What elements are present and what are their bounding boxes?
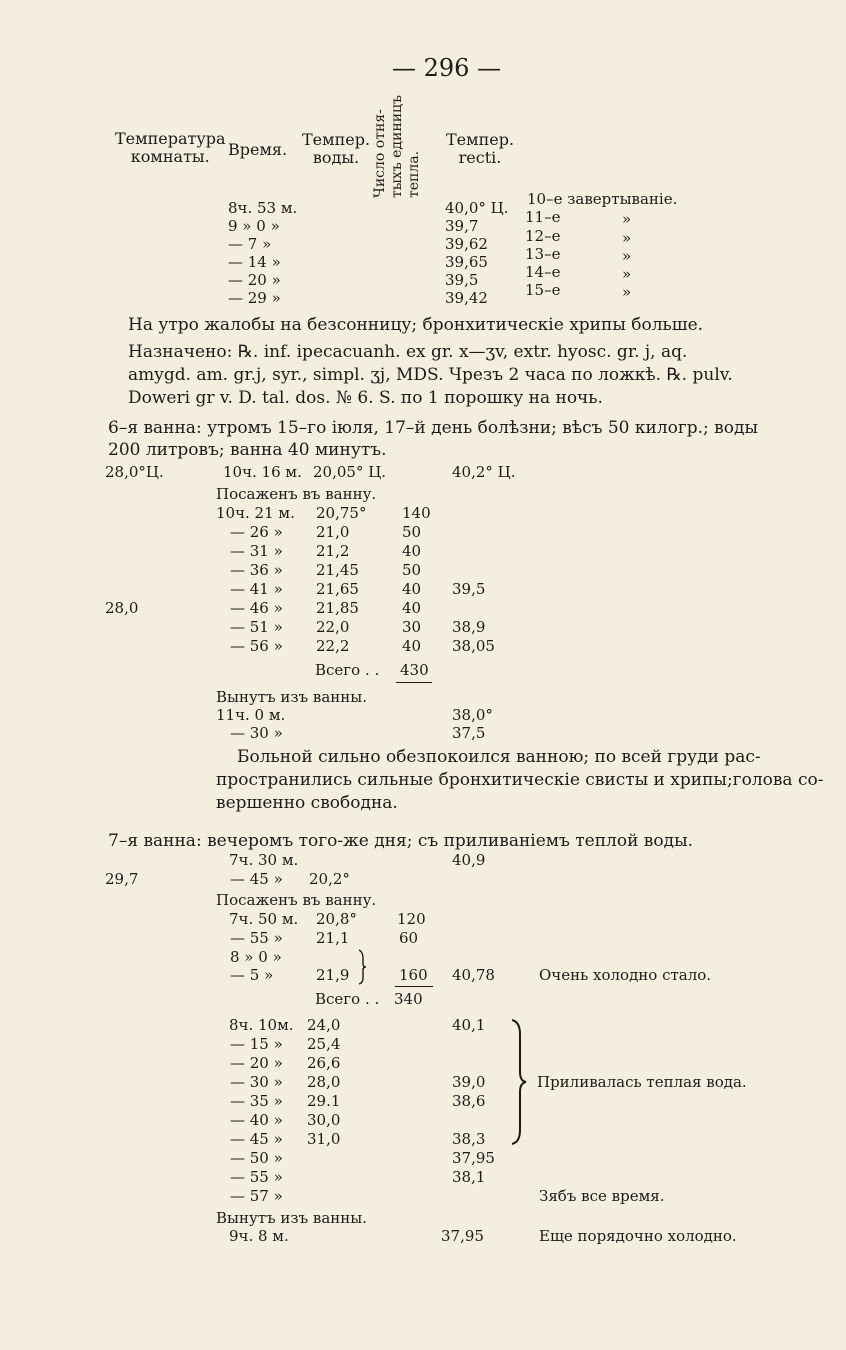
document-page: — 296 — Температура комнаты. Время. Темпер. воды. Число отня- тыхъ единицъ тепла. Темпер. recti. 8ч. 53 м. 9 » 0 » — 7 » — 14 » — 20 » — 29 » 40,0° Ц. 39,7 39,62 39,65 39,5 39,42 10–е завертываніе. 11–е 12–е 13–е 14–е 15–е » » » » » На утро жалобы на безсонницу; бронхитическіе хрипы больше. Назначено: ℞. inf. ipecacuanh. ex gr. x—ʒv, extr. hyosc. gr. j, aq. amygd. am. gr.j, syr., simpl. ʒj, MDS. Чрезъ 2 часа по ложкѣ. ℞. pulv. Doweri gr v. D. tal. dos. № 6. S. по 1 порошку на ночь. 6–я ванна: утромъ 15–го іюля, 17–й день болѣзни; вѣсъ 50 килогр.; воды 200 литровъ; ванна 40 минутъ. 28,0°Ц. 10ч. 16 м. 20,05° Ц. 40,2° Ц. Посаженъ въ ванну. 10ч. 21 м. 20,75° 140 — 26 » 21,0 50 — 31 » 21,2 40 — 36 » 21,45 50 — 41 » 21,65 40 39,5 28,0 — 46 » 21,85 40 — 51 » 22,0 30 38,9 — 56 » 22,2 40 38,05 Всего . . 430 Вынутъ изъ ванны. 11ч. 0 м. 38,0° — 30 » 37,5 Больной сильно обезпокоился ванною; по всей груди рас- пространились сильные бронхитическіе свисты и хрипы;голова со- вершенно свободна. 7–я ванна: вечеромъ того-же дня; съ приливаніемъ теплой воды. 7ч. 30 м. 40,9 29,7 — 45 » 20,2° Посаженъ въ ванну. 7ч. 50 м. 20,8° 120 — 55 » 21,1 60 8 » 0 » — 5 » 21,9 160 40,78 Очень холодно стало. Всего . . 340 8ч. 10м. 24,0 40,1 — 15 » 25,4 — 20 » 26,6 — 30 » 28,0 39,0 — 35 » 29.1 38,6 — 40 » 30,0 — 45 » 31,0 38,3 — 50 » 37,95 — 55 » 38,1 — 57 » Зябъ все время. Приливалась теплая вода. Вынутъ изъ ванны. 9ч. 8 м. 37,95 Еще порядочно холодно. [105, 54, 824, 1245]
table-cell-rectal: 40,0° Ц. [445, 199, 509, 217]
header-heat-units: Число отня- тыхъ единицъ тепла. [372, 95, 422, 198]
bath7-total: 340 [394, 990, 423, 1008]
brace-note: Приливалась теплая вода. [537, 1073, 747, 1091]
bath6-after-rect: 38,0° [452, 706, 493, 724]
large-brace [508, 1018, 530, 1146]
bath6-after-rect: 37,5 [452, 724, 486, 742]
paragraph-morning-complaints: На утро жалобы на безсонницу; бронхитическіе хрипы больше. [128, 315, 704, 335]
bath7-final-time: 9ч. 8 м. [229, 1227, 289, 1245]
bath6-total: 430 [400, 661, 429, 679]
table-cell-time: — 29 » [228, 289, 281, 307]
header-water-temp: Темпер. воды. [302, 130, 371, 167]
table-cell-rectal: 39,62 [445, 235, 488, 253]
table-cell-note: 10–е завертываніе. [527, 190, 678, 208]
header-rectal-temp: Темпер. recti. [446, 130, 515, 167]
table-cell-time: — 7 » [228, 235, 272, 253]
table-cell-note: 13–е [525, 245, 561, 263]
page-number: — 296 — [392, 54, 502, 82]
ditto-mark: » [622, 283, 632, 301]
header-time: Время. [228, 140, 288, 159]
total-underline [395, 986, 433, 987]
bath6-after-time: — 30 » [230, 724, 283, 742]
table-cell-rectal: 39,65 [445, 253, 488, 271]
bath7-pre-rect: 40,9 [452, 851, 486, 869]
bath6-total-label: Всего . . [315, 661, 380, 679]
chill-note: Зябъ все время. [539, 1187, 665, 1205]
bath6-removed-label: Вынутъ изъ ванны. [216, 688, 367, 706]
bath7-room-temp: 29,7 [105, 870, 139, 888]
header-room-temp: Температура комнаты. [115, 129, 226, 166]
ditto-mark: » [622, 247, 632, 265]
bath7-final-rect: 37,95 [441, 1227, 484, 1245]
bath6-water-temp: 20,05° Ц. [313, 463, 387, 481]
ditto-mark: » [622, 229, 632, 247]
table-cell-time: 9 » 0 » [228, 217, 280, 235]
bath6-seated-label: Посаженъ въ ванну. [216, 485, 377, 503]
table-cell-note: 14–е [525, 263, 561, 281]
table-cell-note: 12–е [525, 227, 561, 245]
bath7-pre-time: — 45 » [230, 870, 283, 888]
table-cell-rectal: 39,5 [445, 271, 479, 289]
ditto-mark: » [622, 265, 632, 283]
bath7-pre-time: 7ч. 30 м. [229, 851, 299, 869]
bath7-total-label: Всего . . [315, 990, 380, 1008]
bath6-time: 10ч. 16 м. [223, 463, 302, 481]
table-cell-time: — 14 » [228, 253, 281, 271]
bath7-final-note: Еще порядочно холодно. [539, 1227, 737, 1245]
table-cell-rectal: 39,42 [445, 289, 488, 307]
table-cell-time: — 20 » [228, 271, 281, 289]
bath6-room-temp: 28,0°Ц. [105, 463, 164, 481]
bath7-pre-water: 20,2° [309, 870, 350, 888]
bath6-rectal-temp: 40,2° Ц. [452, 463, 516, 481]
ditto-mark: » [622, 210, 632, 228]
table-cell-note: 15–е [525, 281, 561, 299]
bath6-after-time: 11ч. 0 м. [216, 706, 286, 724]
bath7-heading: 7–я ванна: вечеромъ того-же дня; съ приливаніемъ теплой воды. [108, 831, 694, 851]
total-underline [396, 682, 432, 683]
small-brace [356, 948, 368, 986]
bath7-seated-label: Посаженъ въ ванну. [216, 891, 377, 909]
table-cell-note: 11–е [525, 208, 561, 226]
table-cell-rectal: 39,7 [445, 217, 479, 235]
bath7-removed-label: Вынутъ изъ ванны. [216, 1209, 367, 1227]
table-cell-time: 8ч. 53 м. [228, 199, 298, 217]
